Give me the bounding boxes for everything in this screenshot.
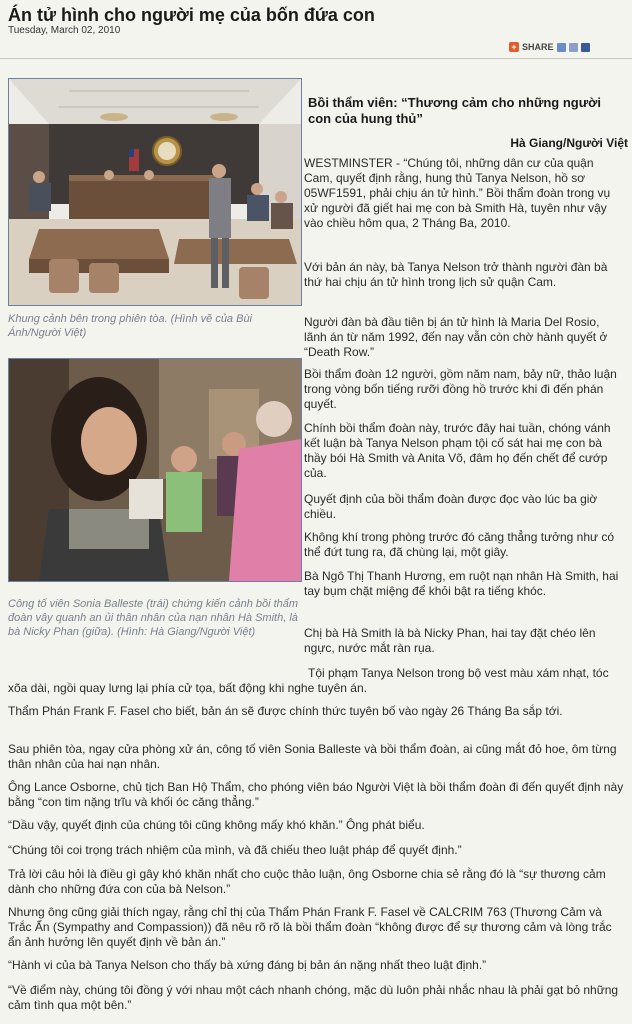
header-divider (0, 58, 632, 59)
paragraph: “Về điểm này, chúng tôi đồng ý với nhau một cách nhanh chóng, mặc dù luôn phải nhắc nhau là phải gạt bỏ những cảm tình qua một bên.” (8, 983, 619, 1012)
paragraph: Bà Ngô Thị Thanh Hương, em ruột nạn nhân Hà Smith, hai tay bụm chặt miệng để khỏi bật ra tiếng khóc. (304, 569, 619, 598)
paragraph: “Hành vi của bà Tanya Nelson cho thấy bà xứng đáng bị bản án nặng nhất theo luật định.” (8, 958, 487, 972)
digg-icon[interactable] (569, 43, 578, 52)
jury-family-photo (8, 358, 302, 582)
paragraph: Quyết định của bồi thẩm đoàn được đọc vào lúc ba giờ chiều. (304, 492, 598, 521)
courtroom-caption: Khung cảnh bên trong phiên tòa. (Hình vẽ của Bùi Ánh/Người Việt) (8, 313, 253, 339)
paragraph: Trả lời câu hỏi là điều gì gây khó khăn nhất cho cuộc thảo luận, ông Osborne chia sẻ rằng đó là “sự thương cảm dành cho những đứa con của bà Nelson.” (8, 867, 606, 896)
paragraph: Chính bồi thẩm đoàn này, trước đây hai tuần, chóng vánh kết luận bà Tanya Nelson phạm tội cố sát hai mẹ con bà thầy bói Hà Smith và Anita Võ, đâm họ đến chết để cướp của. (304, 421, 611, 480)
article-byline: Hà Giang/Người Việt (510, 136, 628, 150)
article-subhead: Bồi thẩm viên: “Thương cảm cho những người con của hung thủ” (308, 95, 602, 126)
paragraph: Nhưng ông cũng giải thích ngay, rằng chỉ thị của Thẩm Phán Frank F. Fasel về CALCRIM 763 (Thương Cảm và Trắc Ẩn (Sympathy and Compassion)) đã nêu rõ rõ là bồi thẩm đoàn “không được để sự thương cảm và lòng trắc ẩn ảnh hưởng lên quyết định về bản án.” (8, 905, 612, 949)
paragraph: Chị bà Hà Smith là bà Nicky Phan, hai tay đặt chéo lên ngực, nước mắt ràn rụa. (304, 626, 596, 655)
courtroom-illustration (8, 78, 302, 306)
paragraph: Không khí trong phòng trước đó căng thẳng tưởng như có thể đứt tung ra, đã chùng lại, một giây. (304, 530, 615, 559)
paragraph: Thẩm Phán Frank F. Fasel cho biết, bản án sẽ được chính thức tuyên bố vào ngày 26 Tháng Ba sắp tới. (8, 704, 563, 718)
paragraph: Với bản án này, bà Tanya Nelson trở thành người đàn bà thứ hai chịu án tử hình trong lịch sử quận Cam. (304, 260, 608, 289)
paragraph: WESTMINSTER - “Chúng tôi, những dân cư của quận Cam, quyết định rằng, hung thủ Tanya Nelson, hồ sơ 05WF1591, phải chịu án tử hình.” Bồi thẩm đoàn trong vụ xử người đã giết hai mẹ con bà Smith Hà, tuyên như vậy vào chiều hôm qua, 2 Tháng Ba, 2010. (304, 156, 611, 230)
share-plus-icon: + (509, 42, 519, 52)
article-headline: Án tử hình cho người mẹ của bốn đứa con (8, 5, 375, 25)
paragraph: Người đàn bà đầu tiên bị án tử hình là Maria Del Rosio, lãnh án từ năm 1992, đến nay vẫn còn chờ hành quyết ở “Death Row.” (304, 315, 608, 359)
share-label[interactable]: SHARE (522, 42, 554, 52)
paragraph: Tội phạm Tanya Nelson trong bộ vest màu xám nhạt, tóc xõa dài, ngồi quay lưng lại phía cử tọa, bất động khi nghe tuyên án. (8, 666, 609, 695)
paragraph: Sau phiên tòa, ngay cửa phòng xử án, công tố viên Sonia Balleste và bồi thẩm đoàn, ai cũng mắt đỏ hoe, ôm từng thân nhân của hai nạn nhân. (8, 742, 617, 771)
facebook-icon[interactable] (581, 43, 590, 52)
paragraph: “Dầu vậy, quyết định của chúng tôi cũng không mấy khó khăn.” Ông phát biểu. (8, 818, 425, 832)
photo-caption: Công tố viên Sonia Balleste (trái) chứng kiến cảnh bồi thẩm đoàn vây quanh an ủi thân nhân của nạn nhân Hà Smith, là bà Nicky Phan (giữa). (Hình: Hà Giang/Người Việt) (8, 598, 299, 638)
share-widget[interactable] (509, 40, 627, 54)
paragraph: “Chúng tôi coi trọng trách nhiệm của mình, và đã chiếu theo luật pháp để quyết định.” (8, 843, 462, 857)
bookmark-icon[interactable] (557, 43, 566, 52)
paragraph: Bồi thẩm đoàn 12 người, gồm năm nam, bảy nữ, thảo luận trong vòng bốn tiếng rưỡi đồng hồ trước khi đi đến phán quyết. (304, 367, 617, 411)
article-date: Tuesday, March 02, 2010 (8, 25, 121, 36)
paragraph: Ông Lance Osborne, chủ tịch Ban Hộ Thẩm, cho phóng viên báo Người Việt là bồi thẩm đoàn đi đến quyết định này bằng “con tim nặng trĩu và khối óc căng thẳng.” (8, 780, 624, 809)
